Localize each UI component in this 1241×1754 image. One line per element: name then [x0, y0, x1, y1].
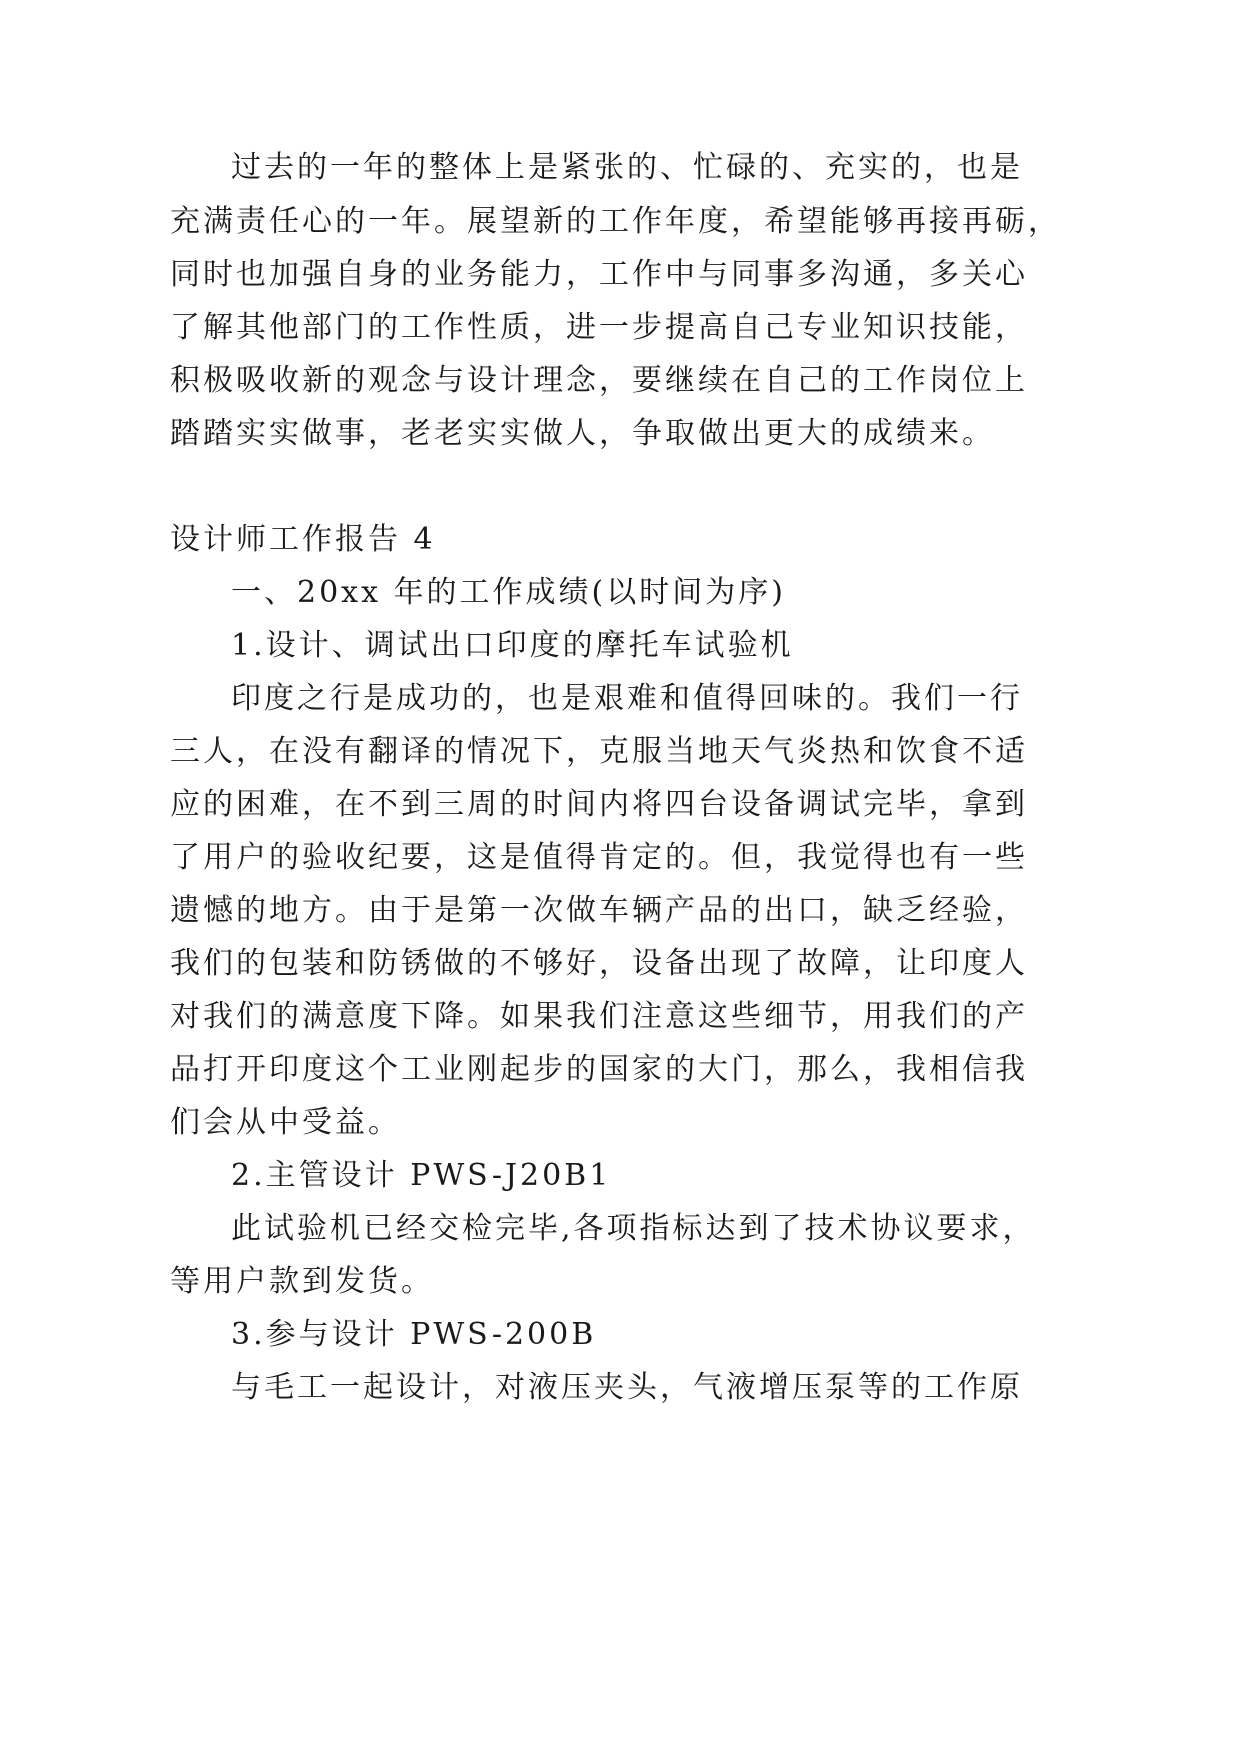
- paragraph-line: 应的困难，在不到三周的时间内将四台设备调试完毕，拿到: [170, 787, 1028, 822]
- paragraph-line: 踏踏实实做事，老老实实做人，争取做出更大的成绩来。: [170, 416, 995, 451]
- paragraph-line: 我们的包装和防锈做的不够好，设备出现了故障，让印度人: [170, 946, 1028, 981]
- paragraph-line: 此试验机已经交检完毕,各项指标达到了技术协议要求，: [231, 1211, 1036, 1246]
- section-heading: 设计师工作报告 4: [170, 522, 436, 557]
- paragraph-line: 对我们的满意度下降。如果我们注意这些细节，用我们的产: [170, 999, 1028, 1034]
- paragraph-line: 等用户款到发货。: [170, 1264, 434, 1299]
- paragraph-line: 充满责任心的一年。展望新的工作年度，希望能够再接再砺，: [170, 204, 1061, 239]
- paragraph-line: 同时也加强自身的业务能力，工作中与同事多沟通，多关心: [170, 257, 1028, 292]
- paragraph-line: 与毛工一起设计，对液压夹头，气液增压泵等的工作原: [231, 1370, 1023, 1405]
- item-heading: 3.参与设计 PWS-200B: [231, 1317, 597, 1352]
- paragraph-line: 三人，在没有翻译的情况下，克服当地天气炎热和饮食不适: [170, 734, 1028, 769]
- paragraph-line: 了解其他部门的工作性质，进一步提高自己专业知识技能，: [170, 310, 1028, 345]
- paragraph-line: 过去的一年的整体上是紧张的、忙碌的、充实的，也是: [231, 150, 1023, 185]
- paragraph-line: 了用户的验收纪要，这是值得肯定的。但，我觉得也有一些: [170, 840, 1028, 875]
- item-heading: 2.主管设计 PWS-J20B1: [231, 1158, 612, 1193]
- paragraph-line: 遗憾的地方。由于是第一次做车辆产品的出口，缺乏经验，: [170, 893, 1028, 928]
- paragraph-line: 们会从中受益。: [170, 1105, 401, 1140]
- item-heading: 1.设计、调试出口印度的摩托车试验机: [231, 628, 794, 663]
- paragraph-line: 印度之行是成功的，也是艰难和值得回味的。我们一行: [231, 681, 1023, 716]
- paragraph-line: 品打开印度这个工业刚起步的国家的大门，那么，我相信我: [170, 1052, 1028, 1087]
- paragraph-line: 积极吸收新的观念与设计理念，要继续在自己的工作岗位上: [170, 363, 1028, 398]
- subsection-heading: 一、20xx 年的工作成绩(以时间为序): [231, 575, 786, 610]
